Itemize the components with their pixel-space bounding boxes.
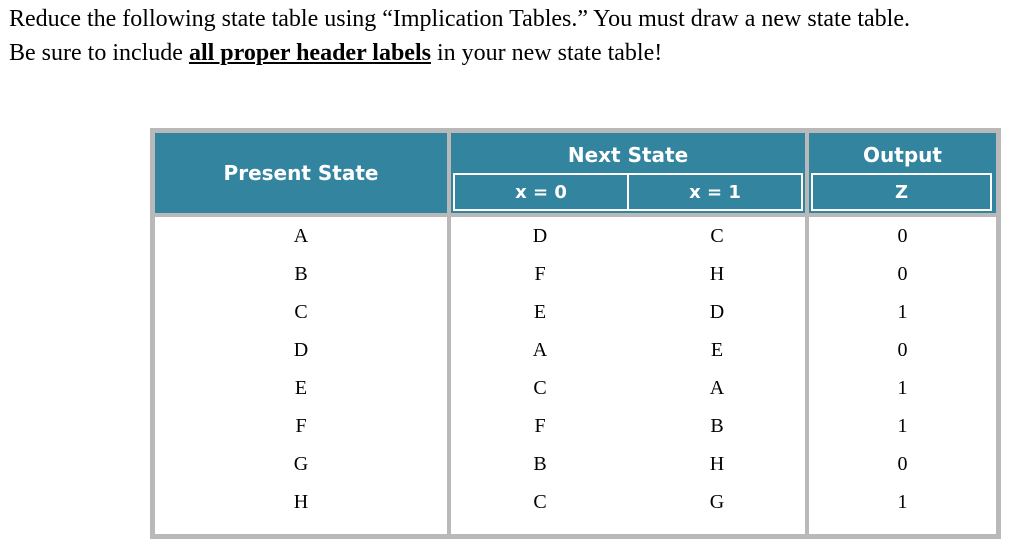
next-x0-cell: F [534, 415, 546, 437]
present-state-values [155, 217, 447, 521]
next-x1-cell: A [709, 377, 725, 399]
present-state-column [155, 217, 447, 534]
next-x0-cell: F [534, 263, 546, 285]
next-x1-cell: G [709, 491, 725, 513]
output-cell: 1 [897, 491, 908, 513]
output-cell: 0 [897, 225, 908, 247]
output-cell: 0 [897, 339, 908, 361]
prompt-emphasis: all proper header labels [188, 40, 431, 66]
present-state-header: Present State [223, 161, 379, 185]
present-state-cell: A [293, 225, 309, 247]
next-state-header: Next State [567, 143, 689, 167]
present-state-cell: G [293, 453, 309, 475]
output-column [809, 217, 996, 534]
next-state-header-cell [451, 133, 805, 213]
next-x0-cell: A [532, 339, 548, 361]
output-cell: 0 [897, 453, 908, 475]
prompt-line-2 [9, 36, 1019, 70]
next-x1-cell: B [710, 415, 724, 437]
state-table [150, 128, 1001, 539]
present-state-cell: D [293, 339, 309, 361]
next-x1-values [629, 217, 805, 521]
next-x0-values [451, 217, 629, 521]
next-state-column [451, 217, 805, 534]
next-x0-cell: C [533, 377, 547, 399]
next-x0-cell: C [533, 491, 547, 513]
present-state-cell: B [294, 263, 308, 285]
next-x1-cell: E [710, 339, 724, 361]
next-x0-cell: E [533, 301, 547, 323]
next-x1-cell: D [709, 301, 725, 323]
output-header-cell [809, 133, 996, 213]
prompt-line-2-end: in your new state table! [430, 40, 663, 66]
next-x1-cell: C [710, 225, 724, 247]
next-x0-cell: B [533, 453, 547, 475]
output-values [809, 217, 996, 521]
present-state-cell: H [293, 491, 309, 513]
present-state-header-cell [155, 133, 447, 213]
next-x0-cell: D [532, 225, 548, 247]
present-state-cell: F [295, 415, 307, 437]
next-x1-cell: H [709, 453, 725, 475]
output-cell: 1 [897, 415, 908, 437]
present-state-cell: E [294, 377, 308, 399]
output-cell: 1 [897, 301, 908, 323]
problem-statement [9, 2, 1019, 70]
x0-header: x = 0 [453, 173, 629, 211]
z-header: Z [811, 173, 992, 211]
output-cell: 0 [897, 263, 908, 285]
output-cell: 1 [897, 377, 908, 399]
x1-header: x = 1 [627, 173, 803, 211]
present-state-cell: C [294, 301, 308, 323]
prompt-line-2-start: Be sure to include [9, 40, 189, 66]
prompt-line-1: Reduce the following state table using “Implication Tables.” You must draw a new state table. [9, 6, 910, 32]
next-x1-cell: H [709, 263, 725, 285]
output-header: Output [863, 143, 942, 167]
